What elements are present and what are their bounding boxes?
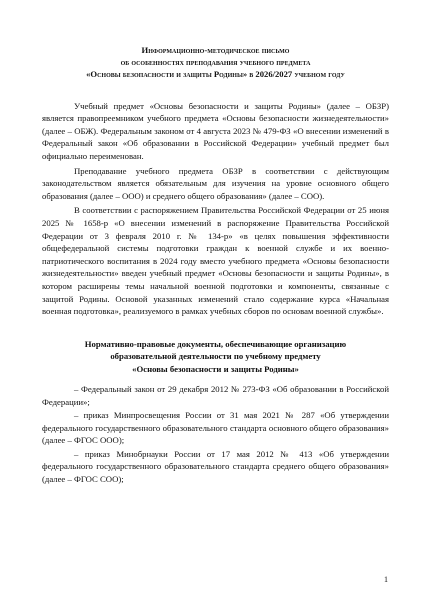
- paragraph-intro: Учебный предмет «Основы безопасности и защиты Родины» (далее – ОБЗР) является правопреемником учебного предмета «Основы безопасности жизнедеятельности» (далее – ОБЖ). Федеральным законом от 4 августа 2023 № 479-ФЗ «О внесении изменений в Федеральный закон «Об образовании в Российской Федерации» учебный предмет был официально переименован.: [42, 100, 389, 161]
- documents-list: [42, 383, 389, 486]
- heading-line-3: «Основы безопасности и защиты Родины» в 2026/2027 учебном году: [86, 69, 345, 80]
- list-item: – приказ Минпросвещения России от 31 мая 2021 № 287 «Об утверждении федерального государственного образовательного стандарта основного общего образования» (далее – ФГОС ООО);: [42, 410, 389, 446]
- heading-line-2: об особенностях преподавания учебного предмета: [120, 57, 311, 68]
- section-heading: [42, 338, 389, 375]
- paragraph-mandatory: Преподавание учебного предмета ОБЗР в соответствии с действующим законодательством является обязательным для изучения на уровне основного общего образования (далее – ООО) и среднего общего образования» (далее – СОО).: [42, 165, 389, 201]
- section-heading-line-3: «Основы безопасности и защиты Родины»: [132, 363, 299, 374]
- page-number: 1: [384, 575, 388, 584]
- section-heading-line-2: образовательной деятельности по учебному предмету: [110, 351, 321, 362]
- list-item: – Федеральный закон от 29 декабря 2012 № 273-ФЗ «Об образовании в Российской Федерации»;: [42, 383, 389, 407]
- list-item: – приказ Минобрнауки России от 17 мая 2012 № 413 «Об утверждении федерального государственного образовательного стандарта среднего общего образования» (далее – ФГОС СОО);: [42, 448, 389, 485]
- paragraph-government-order: В соответствии с распоряжением Правительства Российской Федерации от 25 июня 2025 № 1658-р «О внесении изменений в распоряжение Правительства Российской Федерации от 3 февраля 2010 г. № 134-р» «в целях повышения эффективности общефедеральной системы подготовки граждан к военной службе и их военно-патриотического воспитания в 2024 году вместо учебного предмета «Основы безопасности жизнедеятельности» введен учебный предмет «Основы безопасности и защиты Родины», в котором расширены темы начальной военной подготовки и компоненты, связанные с защитой Родины. Основой указанных изменений стало содержание курса «Начальная военная подготовка», реализуемого в рамках учебных сборов по основам военной службы».: [42, 205, 389, 317]
- document-heading: [42, 44, 389, 81]
- section-heading-line-1: Нормативно-правовые документы, обеспечивающие организацию: [84, 338, 347, 349]
- heading-line-1: Информационно-методическое письмо: [141, 45, 290, 55]
